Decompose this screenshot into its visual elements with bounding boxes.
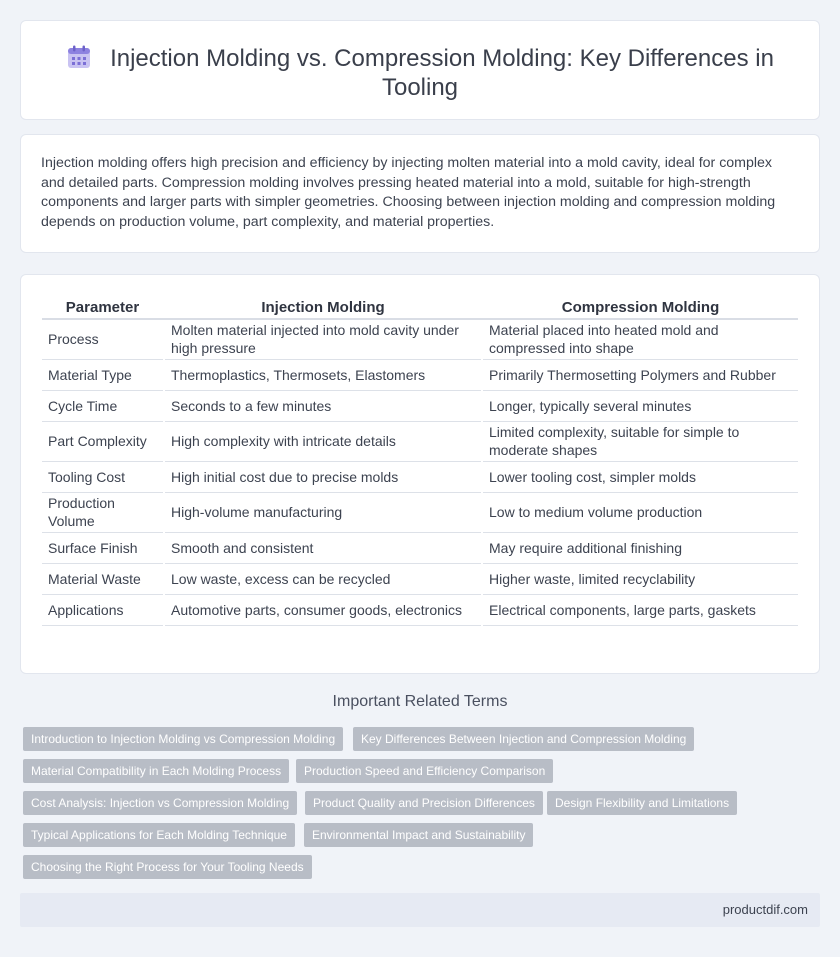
table-row [42,563,798,594]
table-cell-injection: Automotive parts, consumer goods, electronics [164,594,482,625]
table-cell-parameter: Material Waste [42,563,164,594]
table-cell-parameter: Material Type [42,359,164,390]
table-cell-injection: Molten material injected into mold cavity under high pressure [164,319,482,359]
related-term-tag[interactable]: Choosing the Right Process for Your Tooling Needs [23,855,312,879]
table-cell-injection: Thermoplastics, Thermosets, Elastomers [164,359,482,390]
related-term-tag[interactable]: Production Speed and Efficiency Comparison [296,759,553,783]
table-cell-compression: Limited complexity, suitable for simple to moderate shapes [482,421,798,461]
table-cell-compression: Material placed into heated mold and compressed into shape [482,319,798,359]
title-card [20,20,820,120]
table-cell-injection: High complexity with intricate details [164,421,482,461]
title-wrap [61,44,779,102]
table-row [42,421,798,461]
table-cell-compression: Low to medium volume production [482,492,798,532]
related-term-tag[interactable]: Typical Applications for Each Molding Technique [23,823,295,847]
table-row [42,390,798,421]
related-term-tag[interactable]: Cost Analysis: Injection vs Compression Molding [23,791,297,815]
comparison-table [42,297,798,626]
table-cell-compression: May require additional finishing [482,532,798,563]
table-cell-injection: Seconds to a few minutes [164,390,482,421]
table-cell-compression: Higher waste, limited recyclability [482,563,798,594]
footer [20,893,820,927]
table-cell-injection: High initial cost due to precise molds [164,461,482,492]
table-cell-parameter: Surface Finish [42,532,164,563]
related-term-tag[interactable]: Product Quality and Precision Differences [305,791,543,815]
page-title [61,44,779,102]
table-cell-parameter: Process [42,319,164,359]
footer-site-link[interactable]: productdif.com [722,902,808,917]
table-cell-parameter: Tooling Cost [42,461,164,492]
related-term-tag[interactable]: Material Compatibility in Each Molding Process [23,759,289,783]
related-term-tag[interactable]: Design Flexibility and Limitations [547,791,737,815]
table-row [42,532,798,563]
header-injection-molding: Injection Molding [164,297,482,319]
table-cell-compression: Lower tooling cost, simpler molds [482,461,798,492]
table-cell-compression: Electrical components, large parts, gaskets [482,594,798,625]
table-cell-parameter: Production Volume [42,492,164,532]
table-cell-parameter: Part Complexity [42,421,164,461]
table-row [42,359,798,390]
comparison-table-card [20,274,820,674]
table-cell-parameter: Cycle Time [42,390,164,421]
table-row [42,461,798,492]
table-row [42,594,798,625]
page-title-text: Injection Molding vs. Compression Molding: Key Differences in Tooling [110,45,774,101]
header-parameter: Parameter [42,297,164,319]
table-row [42,319,798,359]
header-compression-molding: Compression Molding [482,297,798,319]
table-cell-injection: High-volume manufacturing [164,492,482,532]
table-row [42,492,798,532]
table-cell-compression: Longer, typically several minutes [482,390,798,421]
table-cell-injection: Smooth and consistent [164,532,482,563]
table-cell-compression: Primarily Thermosetting Polymers and Rubber [482,359,798,390]
calendar-icon [66,44,92,70]
table-cell-injection: Low waste, excess can be recycled [164,563,482,594]
related-term-tag[interactable]: Introduction to Injection Molding vs Compression Molding [23,727,343,751]
related-terms-heading: Important Related Terms [332,693,508,710]
related-term-tag[interactable]: Key Differences Between Injection and Compression Molding [353,727,694,751]
related-term-tag[interactable]: Environmental Impact and Sustainability [304,823,533,847]
table-cell-parameter: Applications [42,594,164,625]
table-header-row [42,297,798,319]
intro-card [20,134,820,253]
intro-text: Injection molding offers high precision and efficiency by injecting molten material into a mold cavity, ideal for complex and detailed parts. Compression molding involves pressing heated material into a mold, suitable for high-strength components and larger parts with simpler geometries. Choosing between injection molding and compression molding depends on production volume, part complexity, and material properties. [41,155,776,230]
